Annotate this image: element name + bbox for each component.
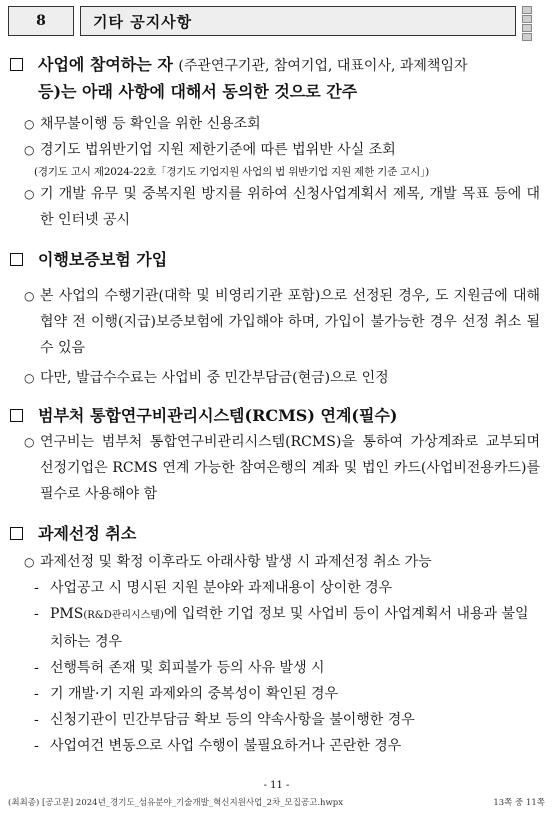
sub-item-text: 에 입력한 기업 정보 및 사업비 등이 사업계획서 내용과 불일치하는 경우 [50,606,529,650]
circle-bullet-icon: ○ [24,143,35,157]
item-text: 연구비는 범부처 통합연구비관리시스템(RCMS)을 통하여 가상계좌로 교부되며 선정기업은 RCMS 연계 가능한 참여은행의 계좌 및 법인 카드(사업비전용카드)를 필수로 사용해야 함 [40,434,540,502]
section-heading-consent [10,52,540,105]
heading-text: 과제선정 취소 [38,524,137,543]
section-heading-rcms [10,403,540,429]
sub-item-text: 사업공고 시 명시된 지원 분야와 과제내용이 상이한 경우 [50,580,393,596]
circle-bullet-icon: ○ [24,371,35,385]
sub-item: - PMS(R&D관리시스템)에 입력한 기업 정보 및 사업비 등이 사업계획서 내용과 불일치하는 경우 [34,606,529,650]
item-note: (경기도 고시 제2024-22호「경기도 기업지원 사업의 법 위반기업 지원 제한 기준 고시」) [34,166,430,178]
circle-bullet-icon: ○ [24,187,35,201]
list-item [10,283,540,361]
circle-bullet-icon: ○ [24,117,35,131]
section-heading-cancel [10,521,540,547]
heading-text: 사업에 참여하는 자 [38,55,173,74]
list-item [10,137,540,163]
section-header [8,6,534,36]
item-text: 본 사업의 수행기관(대학 및 비영리기관 포함)으로 선정된 경우, 도 지원금에 대해 협약 전 이행(지급)보증보험에 가입해야 하며, 가입이 불가능한 경우 선정 취소 될 수 있음 [40,288,540,356]
list-item [10,365,540,391]
sub-item: - 신청기관이 민간부담금 확보 등의 약속사항을 불이행한 경우 [34,712,415,728]
header-decoration [522,6,532,36]
sub-item-text: 사업여건 변동으로 사업 수행이 불필요하거나 곤란한 경우 [50,738,402,754]
section-title: 기타 공지사항 [80,6,516,36]
section-heading-insurance [10,247,540,273]
sub-item: - 사업여건 변동으로 사업 수행이 불필요하거나 곤란한 경우 [34,738,402,754]
circle-bullet-icon: ○ [24,289,35,303]
heading-text: 범부처 통합연구비관리시스템(RCMS) 연계(필수) [38,406,398,425]
document-footer [8,796,545,810]
item-text: 경기도 법위반기업 지원 제한기준에 따른 법위반 사실 조회 [40,142,396,158]
heading-paren: (주관연구기관, 참여기업, 대표이사, 과제책임자 [178,58,468,74]
item-text: 기 개발 유무 및 중복지원 방지를 위하여 신청사업계획서 제목, 개발 목표 등에 대한 인터넷 공시 [40,186,540,228]
sub-item: - 기 개발·기 지원 과제와의 중복성이 확인된 경우 [34,686,339,702]
footer-filename: (최최종) [공고문] 2024년_경기도_섬유분야_기술개발_혁신지원사업_2차_모집공고.hwpx [8,798,344,808]
item-text: 과제선정 및 확정 이후라도 아래사항 발생 시 과제선정 취소 가능 [40,554,432,570]
sub-item-small: (R&D관리시스템) [83,610,164,621]
circle-bullet-icon: ○ [24,435,35,449]
list-item [10,429,540,507]
sub-item-pre: PMS [50,606,84,622]
checkbox-square-icon [10,527,23,540]
sub-item-text: 기 개발·기 지원 과제와의 중복성이 확인된 경우 [50,686,339,702]
item-text: 채무불이행 등 확인을 위한 신용조회 [40,116,261,132]
heading-text: 이행보증보험 가입 [38,250,168,269]
list-item [10,111,540,137]
checkbox-square-icon [10,253,23,266]
circle-bullet-icon: ○ [24,555,35,569]
sub-item-text: 선행특허 존재 및 회피불가 등의 사유 발생 시 [50,660,325,676]
checkbox-square-icon [10,409,23,422]
item-text: 다만, 발급수수료는 사업비 중 민간부담금(현금)으로 인정 [40,370,389,386]
list-item [10,181,540,233]
list-item [10,549,540,575]
checkbox-square-icon [10,58,23,71]
sub-item: - 선행특허 존재 및 회피불가 등의 사유 발생 시 [34,660,325,676]
footer-page-count: 13쪽 중 11쪽 [493,798,545,808]
sub-item-text: 신청기관이 민간부담금 확보 등의 약속사항을 불이행한 경우 [50,712,415,728]
document-body [10,52,540,759]
heading-line2: 등)는 아래 사항에 대해서 동의한 것으로 간주 [38,82,358,101]
section-number: 8 [8,6,74,36]
sub-item: - 사업공고 시 명시된 지원 분야와 과제내용이 상이한 경우 [34,580,393,596]
page-number: - 11 - [263,780,290,791]
